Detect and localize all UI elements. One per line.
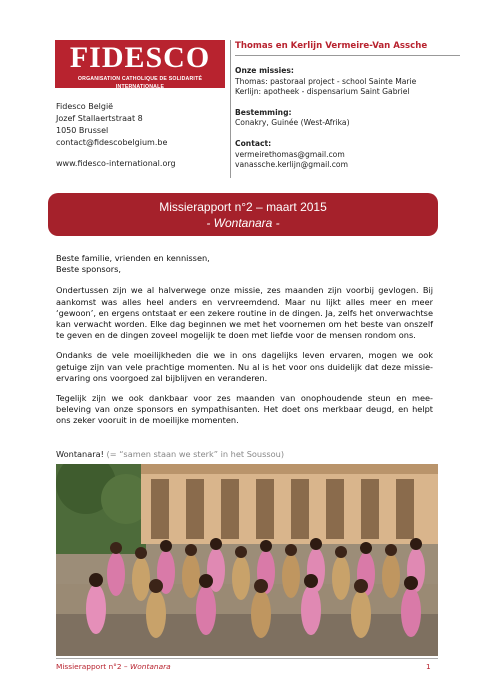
contact-email-thomas[interactable]: vermeirethomas@gmail.com xyxy=(235,149,345,159)
vertical-divider xyxy=(230,40,231,178)
greeting-line-2: Beste sponsors, xyxy=(56,264,121,275)
wontanara-caption xyxy=(56,449,284,460)
title-banner xyxy=(48,193,438,236)
greeting-line-1: Beste familie, vrienden en kennissen, xyxy=(56,253,210,263)
missions-label: Onze missies: xyxy=(235,66,294,75)
mission-kerlijn: Kerlijn: apotheek - dispensarium Saint Gabriel xyxy=(235,87,410,97)
contact-email-kerlijn[interactable]: vanassche.kerlijn@gmail.com xyxy=(235,160,348,170)
org-email[interactable]: contact@fidescobelgium.be xyxy=(56,138,168,147)
report-title: Missierapport n°2 – maart 2015 xyxy=(159,200,327,214)
missionary-names: Thomas en Kerlijn Vermeire-Van Assche xyxy=(235,40,460,56)
destination-label: Bestemming: xyxy=(235,107,292,117)
footer-divider xyxy=(56,658,438,659)
city: 1050 Brussel xyxy=(56,126,109,135)
street: Jozef Stallaertstraat 8 xyxy=(56,114,143,123)
wontanara-label: Wontanara! xyxy=(56,449,104,459)
fidesco-logo xyxy=(55,40,225,88)
footer-title xyxy=(56,662,171,671)
page-number: 1 xyxy=(426,662,431,671)
report-subtitle: - Wontanara - xyxy=(206,216,280,230)
destination: Conakry, Guinée (West-Afrika) xyxy=(235,118,350,128)
info-column xyxy=(235,40,465,171)
footer-title-italic: Wontanara xyxy=(129,662,171,671)
address-block xyxy=(56,101,167,149)
letter-body xyxy=(56,253,433,436)
footer-title-prefix: Missierapport n°2 – xyxy=(56,662,130,671)
mission-thomas: Thomas: pastoraal project - school Sainte Marie xyxy=(235,76,417,86)
paragraph-2: Ondanks de vele moeilijkheden die we in ons dagelijks leven ervaren, mogen we ook getuige zijn van vele prachtige momenten. Nu al is het voor ons duidelijk dat deze missie-ervaring ons voorgoed zal bijblijven en veranderen. xyxy=(56,350,433,383)
logo-wordmark: FIDESCO xyxy=(69,41,211,74)
contact-label: Contact: xyxy=(235,138,272,148)
website-link[interactable]: www.fidesco-international.org xyxy=(56,159,176,168)
paragraph-3: Tegelijk zijn we ook dankbaar voor zes maanden van onophoudende steun en mee-beleving van onze sponsors en sympathisanten. Het doet ons merkbaar deugd, en helpt ons zeker vooruit in de moeilijke momenten. xyxy=(56,393,433,426)
wontanara-translation: (= “samen staan we sterk” in het Soussou) xyxy=(106,449,285,459)
schoolchildren-photo xyxy=(56,464,438,656)
logo-tagline: ORGANISATION CATHOLIQUE DE SOLIDARITÉ INTERNATIONALE xyxy=(77,76,203,90)
paragraph-1: Ondertussen zijn we al halverwege onze missie, zes maanden zijn voorbij gevlogen. Bij aankomst was alles heel anders en vervreemdend. Maar nu lijkt alles meer en meer ‘gewoon’, en ergens ontstaat er een zekere routine in de dingen. Ja, zelfs het onverwachtse kan verwacht worden. Elke dag beginnen we met het voornemen om het beste van onszelf te geven en de dingen zoveel mogelijk te doen met liefde voor de mensen rondom ons. xyxy=(56,285,433,341)
photo-illustration xyxy=(56,464,438,656)
org-name: Fidesco België xyxy=(56,102,114,111)
